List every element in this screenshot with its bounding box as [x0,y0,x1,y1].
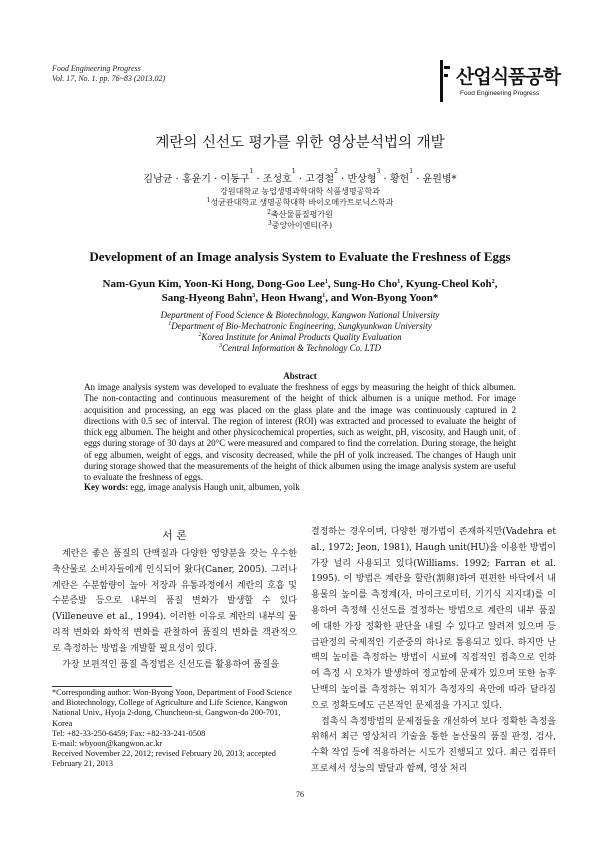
english-authors: Nam-Gyun Kim, Yoon-Ki Hong, Dong-Goo Lee$^1$, Sung-Ho Cho$^1$, Kyung-Cheol Koh$^2$, Sang-Hyeong Bahn$^3$, Heon Hwang$^1$, and Won-Byong Yoon* [102,278,498,304]
keywords-label: Key words: [84,482,129,492]
keywords-list: egg, image analysis Haugh unit, albumen, yolk [130,482,300,492]
left-column [52,547,297,673]
journal-name: Food Engineering Progress [52,64,141,73]
body-paragraph: 가장 보편적인 품질 측정법은 신선도를 활용하여 품질을 [62,659,280,670]
english-affiliation: $^1$Department of Bio-Mechatronic Engineering, Sungkyunkwan University [168,321,432,331]
keywords [84,482,516,492]
korean-affiliation: $^2$축산물품질평가원 [267,209,333,219]
right-column [311,525,556,778]
english-affiliation: $^2$Korea Institute for Animal Products Quality Evaluation [198,332,402,342]
footnote-received: Received November 22, 2012; revised February 20, 2013; accepted February 21, 2013 [52,749,276,769]
footnote-corresponding: *Corresponding author: Won-Byong Yoon, Department of Food Science and Biotechnology, College of Agriculture and Life Science, Kangwon National Univ., Hyoja 2-dong, Chuncheon-si, Gangwon-do 200-701, Korea [52,688,292,728]
abstract-heading: Abstract [283,371,317,381]
korean-title: 계란의 신선도 평가를 위한 영상분석법의 개발 [155,135,445,151]
korean-affiliation: 강원대학교 농업생명과학대학 식품생명공학과 [220,187,380,196]
korean-affiliation: $^1$성균관대학교 생명공학대학 바이오메카트로닉스학과 [206,197,394,207]
english-title: Development of an Image analysis System to Evaluate the Freshness of Eggs [89,249,511,264]
section-heading: 서 론 [162,529,187,542]
english-affiliation: Department of Food Science & Biotechnology, Kangwon National University [160,310,440,320]
footnote-divider [52,686,172,687]
body-paragraph: 접촉식 측정방법의 문제점들을 개선하여 보다 정확한 측정을 위해서 최근 영상처리 기술을 통한 농산물의 품질 판정, 검사, 수확 작업 등에 적용하려는 시도가 진행되고 있다. 최근 컴퓨터 프로세서 성능의 발달과 함께, 영상 처리 [311,716,556,774]
body-paragraph: 결정하는 경우이며, 다양한 평가법이 존재하지만(Vadehra et al., 1972; Jeon, 1981), Haugh unit(HU)을 이용한 방법이 가장 널리 사용되고 있다(Williams. 1992; Farran et al. 1995). 이 방법은 계란을 할란(割卵)하여 편편한 바닥에서 내용물의 높이를 측정계(자, 마이크로미터, 기기식 지지대)를 이용하여 측정해 신선도를 결정하는 방법으로 계란의 내부 품질에 대한 가장 정확한 판단을 내릴 수 있다고 알려져 있으며 등급판정의 국제적인 기준중의 하나로 통용되고 있다. 하지만 난백의 높이를 측정하는 방법이 시료에 직접적인 접촉으로 인하여 측정 시 오차가 발생하여 정교함에 문제가 있으며 또한 농후난백의 높이를 측정하는 위치가 측정자의 육안에 따라 달라짐으로 정확도에도 근본적인 문제점을 가지고 있다. [311,527,556,711]
logo-korean-name: 산업식품공학 [456,66,561,88]
page-number: 76 [296,790,304,799]
journal-header [52,64,165,84]
footnote-tel: Tel: +82-33-250-6459; Fax: +82-33-241-0508 [52,728,206,738]
korean-authors: 김남균 · 홍윤기 · 이동구$^1$ · 조성호$^1$ · 고경철$^2$ · 반상형$^3$ · 황헌$^1$ · 윤원병* [143,168,457,185]
body-paragraph: 계란은 좋은 품질의 단백질과 다양한 영양분을 갖는 우수한 축산물로 소비자들에게 인식되어 왔다(Caner, 2005). 그러나 계란은 수분함량이 높아 저장과 유통과정에서 계란의 호흡 및 수분증발 등으로 내부의 품질 변화가 발생할 수 있다(Villeneuve et al., 1994). 이러한 이유로 계란의 내부의 물리적 변화와 화학적 변화를 관찰하여 품질의 변화를 객관적으로 측정하는 방법을 개발할 필요성이 있다. [52,549,297,654]
logo-mark-icon [440,60,454,102]
korean-affiliation: $^3$중앙아이엔티(주) [267,220,333,230]
abstract-text: An image analysis system was developed to evaluate the freshness of eggs by measuring the height of thick albumen. The non-contacting and continuous measurement of the height of thick albumen is a unique method. For image acquisition and processing, an egg was placed on the glass plate and the image was continuously captured in 2 directions with 0.5 sec of interval. The region of interest (ROI) was extracted and processed to evaluate the height of thick egg albumen. The height and other physicochemical properties, such as weight, pH, viscosity, and Haugh unit, of eggs during storage of 30 days at 20°C were measured and compared to find the correlation. During storage, the height of egg albumen, weight of eggs, and viscosity decreased, while the pH of yolk increased. The changes of Haugh unit during storage showed that the measurements of the height of thick albumen using the image analysis system are useful to evaluate the freshness of eggs. [84,382,516,483]
footnote-email: E-mail: wbyoon@kangwon.ac.kr [52,739,163,749]
logo-english-name: Food Engineering Progress [460,90,540,97]
journal-volume: Vol. 17, No. 1. pp. 76~83 (2013.02) [52,74,166,83]
footnote [52,688,297,770]
english-affiliation: $^3$Central Information & Technology Co. LTD [219,343,381,353]
journal-logo [440,60,561,104]
